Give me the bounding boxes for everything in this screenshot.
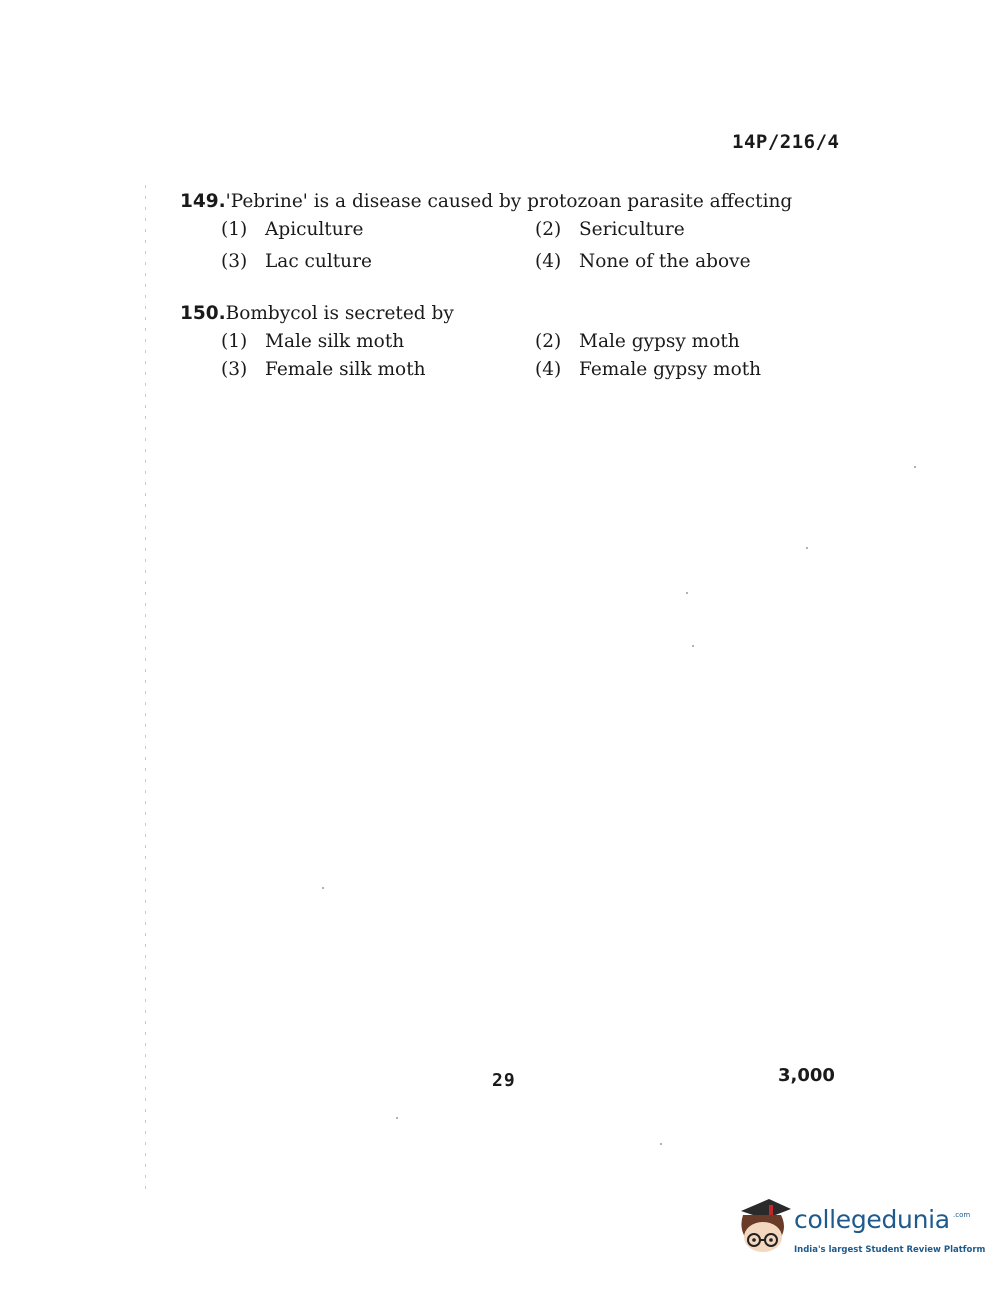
option-150-2 bbox=[535, 331, 740, 352]
logo-tagline: India's largest Student Review Platform bbox=[794, 1245, 986, 1255]
option-number: (2) bbox=[535, 331, 562, 352]
option-number: (3) bbox=[221, 251, 248, 272]
option-text: Apiculture bbox=[265, 219, 364, 240]
option-number: (1) bbox=[221, 219, 248, 240]
page-number: 29 bbox=[492, 1070, 516, 1091]
question-text: Bombycol is secreted by bbox=[225, 303, 454, 324]
option-number: (4) bbox=[535, 251, 562, 272]
option-text: Male gypsy moth bbox=[579, 331, 740, 352]
option-text: None of the above bbox=[579, 251, 751, 272]
option-number: (1) bbox=[221, 331, 248, 352]
logo-wordmark: collegedunia bbox=[794, 1205, 950, 1234]
scan-speck bbox=[806, 547, 808, 549]
option-149-3 bbox=[221, 251, 372, 272]
scan-speck bbox=[660, 1143, 662, 1145]
option-text: Sericulture bbox=[579, 219, 685, 240]
option-text: Male silk moth bbox=[265, 331, 405, 352]
option-number: (4) bbox=[535, 359, 562, 380]
option-text: Female gypsy moth bbox=[579, 359, 762, 380]
option-number: (2) bbox=[535, 219, 562, 240]
question-number: 150. bbox=[180, 303, 226, 324]
scan-speck bbox=[686, 592, 688, 594]
scan-speck bbox=[914, 466, 916, 468]
scan-margin-line bbox=[145, 185, 146, 1195]
question-150 bbox=[180, 303, 454, 324]
student-mascot-icon bbox=[735, 1197, 793, 1259]
option-number: (3) bbox=[221, 359, 248, 380]
scan-speck bbox=[322, 887, 324, 889]
option-149-2 bbox=[535, 219, 685, 240]
option-150-3 bbox=[221, 359, 426, 380]
question-number: 149. bbox=[180, 191, 226, 212]
logo-domain-suffix: .com bbox=[953, 1211, 971, 1219]
option-149-1 bbox=[221, 219, 363, 240]
question-text: 'Pebrine' is a disease caused by protozoan parasite affecting bbox=[225, 191, 793, 212]
option-150-1 bbox=[221, 331, 404, 352]
print-count: 3,000 bbox=[778, 1065, 835, 1086]
option-text: Lac culture bbox=[265, 251, 372, 272]
scan-speck bbox=[396, 1117, 398, 1119]
question-149 bbox=[180, 191, 792, 212]
scan-speck bbox=[692, 645, 694, 647]
option-149-4 bbox=[535, 251, 751, 272]
paper-code: 14P/216/4 bbox=[732, 131, 840, 153]
option-text: Female silk moth bbox=[265, 359, 426, 380]
collegedunia-logo bbox=[735, 1195, 986, 1265]
option-150-4 bbox=[535, 359, 761, 380]
